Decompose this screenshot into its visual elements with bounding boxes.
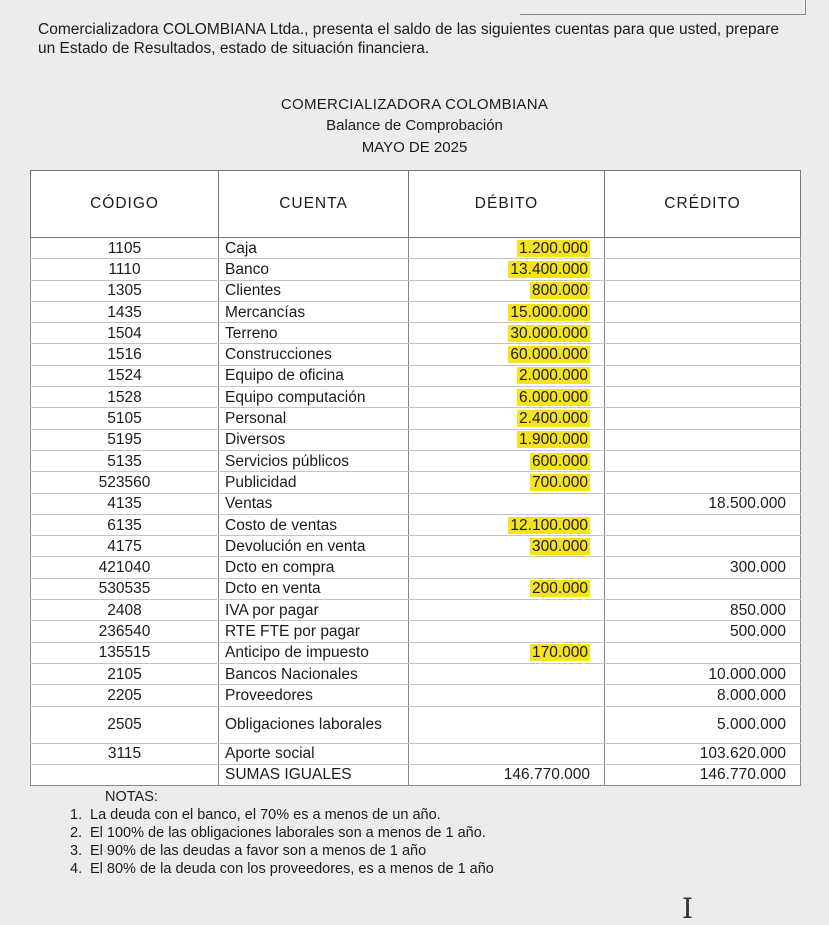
note-item [70,842,770,860]
cell-code: 1305 [31,280,219,301]
cell-account: IVA por pagar [219,600,409,621]
header-account: CUENTA [219,171,409,238]
cell-debit [409,514,605,535]
note-text: El 80% de la deuda con los proveedores, es a menos de 1 año [90,861,494,877]
cell-code: 2105 [31,663,219,684]
cell-credit [605,429,801,450]
cell-code: 2505 [31,706,219,743]
cell-code: 4135 [31,493,219,514]
table-row [31,557,801,578]
table-row [31,365,801,386]
cell-debit [409,685,605,706]
table-row [31,259,801,280]
notes-title: NOTAS: [105,789,158,805]
cell-debit [409,743,605,764]
cell-account: Devolución en venta [219,536,409,557]
header-code: CÓDIGO [31,171,219,238]
cell-credit [605,450,801,471]
cell-debit [409,387,605,408]
table-row [31,472,801,493]
cell-debit [409,238,605,259]
text-cursor-icon: I [682,892,694,925]
table-row [31,344,801,365]
intro-text: Comercializadora COLOMBIANA Ltda., presenta el saldo de las siguientes cuentas para que usted, prepare un Estado de Resultados, estado de situación financiera. [38,21,779,57]
table-header-row [31,171,801,238]
cell-account: Dcto en venta [219,578,409,599]
cell-account: Proveedores [219,685,409,706]
cell-credit [605,259,801,280]
cell-debit [409,663,605,684]
cell-code: 6135 [31,514,219,535]
cell-debit [409,621,605,642]
table-row [31,238,801,259]
cell-debit [409,642,605,663]
debit-value: 12.100.000 [510,516,588,534]
note-item [70,860,770,878]
cell-account: Terreno [219,323,409,344]
company-name: COMERCIALIZADORA COLOMBIANA [280,96,549,113]
cell-code: 2205 [31,685,219,706]
trial-balance-table [30,170,801,786]
cell-debit [409,450,605,471]
cell-account: Diversos [219,429,409,450]
cell-debit [409,706,605,743]
cell-credit [605,344,801,365]
cell-account: Bancos Nacionales [219,663,409,684]
cell-credit: 5.000.000 [605,706,801,743]
cell-code: 421040 [31,557,219,578]
report-period: MAYO DE 2025 [361,139,468,156]
cell-credit [605,365,801,386]
cell-credit: 103.620.000 [605,743,801,764]
cell-debit [409,493,605,514]
notes-section [70,788,770,878]
cell-credit [605,301,801,322]
table-row [31,743,801,764]
cell-code: 1435 [31,301,219,322]
cell-debit [409,557,605,578]
cell-credit: 8.000.000 [605,685,801,706]
debit-value: 600.000 [531,452,588,470]
cell-code: 236540 [31,621,219,642]
debit-value: 1.200.000 [519,239,588,257]
cell-debit [409,301,605,322]
cell-code: 5195 [31,429,219,450]
debit-value: 2.400.000 [519,410,588,428]
cell-account: Mercancías [219,301,409,322]
note-text: El 100% de las obligaciones laborales son a menos de 1 año. [90,825,486,841]
cell-account: Equipo computación [219,387,409,408]
cell-account: Equipo de oficina [219,365,409,386]
table-row [31,323,801,344]
cell-credit [605,536,801,557]
cell-debit [409,344,605,365]
cell-credit: 500.000 [605,621,801,642]
cell-account: Banco [219,259,409,280]
cell-debit [409,429,605,450]
cell-debit [409,259,605,280]
cell-debit [409,578,605,599]
cell-debit [409,472,605,493]
table-row [31,450,801,471]
cell-code: 5135 [31,450,219,471]
table-row [31,663,801,684]
cell-code: 523560 [31,472,219,493]
cell-code: 3115 [31,743,219,764]
debit-value: 6.000.000 [519,388,588,406]
debit-value: 30.000.000 [510,324,588,342]
table-row [31,429,801,450]
table-row [31,301,801,322]
cell-account: Personal [219,408,409,429]
cell-code: 1105 [31,238,219,259]
cell-credit [605,578,801,599]
debit-value: 170.000 [531,644,588,662]
cell-debit [409,536,605,557]
cell-credit [605,387,801,408]
cell-debit [409,280,605,301]
cell-credit: 18.500.000 [605,493,801,514]
cell-account: Anticipo de impuesto [219,642,409,663]
note-text: El 90% de las deudas a favor son a menos de 1 año [90,843,427,859]
debit-value: 60.000.000 [510,346,588,364]
table-row [31,387,801,408]
totals-row [31,764,801,785]
table-row [31,706,801,743]
cell-debit [409,323,605,344]
table-row [31,493,801,514]
debit-value: 200.000 [531,580,588,598]
totals-debit: 146.770.000 [409,764,605,785]
note-number: 3. [70,843,83,859]
debit-value: 13.400.000 [510,260,588,278]
table-row [31,600,801,621]
page-edge-line [520,0,806,15]
totals-empty-cell [31,764,219,785]
cell-credit: 850.000 [605,600,801,621]
note-number: 2. [70,825,83,841]
header-debit: DÉBITO [409,171,605,238]
cell-code: 1110 [31,259,219,280]
table-row [31,536,801,557]
cell-credit [605,323,801,344]
table-row [31,642,801,663]
cell-code: 530535 [31,578,219,599]
cell-credit [605,642,801,663]
cell-credit: 300.000 [605,557,801,578]
note-item [70,806,770,824]
cell-code: 1516 [31,344,219,365]
cell-credit: 10.000.000 [605,663,801,684]
cell-credit [605,408,801,429]
note-number: 4. [70,861,83,877]
cell-code: 4175 [31,536,219,557]
note-item [70,824,770,842]
cell-credit [605,514,801,535]
cell-account: Aporte social [219,743,409,764]
table-row [31,280,801,301]
trial-balance-table-wrapper [30,170,800,786]
cell-account: Construcciones [219,344,409,365]
debit-value: 800.000 [531,282,588,300]
cell-debit [409,408,605,429]
cell-debit [409,365,605,386]
cell-code: 1524 [31,365,219,386]
cell-credit [605,238,801,259]
totals-credit: 146.770.000 [605,764,801,785]
cell-credit [605,472,801,493]
totals-label: SUMAS IGUALES [219,764,409,785]
table-row [31,578,801,599]
cell-credit [605,280,801,301]
note-number: 1. [70,807,83,823]
cell-code: 135515 [31,642,219,663]
cell-code: 5105 [31,408,219,429]
cell-account: Servicios públicos [219,450,409,471]
table-row [31,621,801,642]
debit-value: 300.000 [531,537,588,555]
cell-account: Obligaciones laborales [219,706,409,743]
cell-debit [409,600,605,621]
debit-value: 15.000.000 [510,303,588,321]
cell-code: 2408 [31,600,219,621]
cell-code: 1528 [31,387,219,408]
report-title: Balance de Comprobación [326,117,503,134]
cell-account: RTE FTE por pagar [219,621,409,642]
header-credit: CRÉDITO [605,171,801,238]
cell-account: Clientes [219,280,409,301]
notes-list [70,806,770,878]
cell-account: Costo de ventas [219,514,409,535]
cell-account: Dcto en compra [219,557,409,578]
table-row [31,685,801,706]
cell-account: Caja [219,238,409,259]
debit-value: 1.900.000 [519,431,588,449]
cell-account: Ventas [219,493,409,514]
debit-value: 2.000.000 [519,367,588,385]
table-row [31,408,801,429]
cell-code: 1504 [31,323,219,344]
note-text: La deuda con el banco, el 70% es a menos de un año. [90,807,441,823]
debit-value: 700.000 [531,473,588,491]
table-row [31,514,801,535]
cell-account: Publicidad [219,472,409,493]
